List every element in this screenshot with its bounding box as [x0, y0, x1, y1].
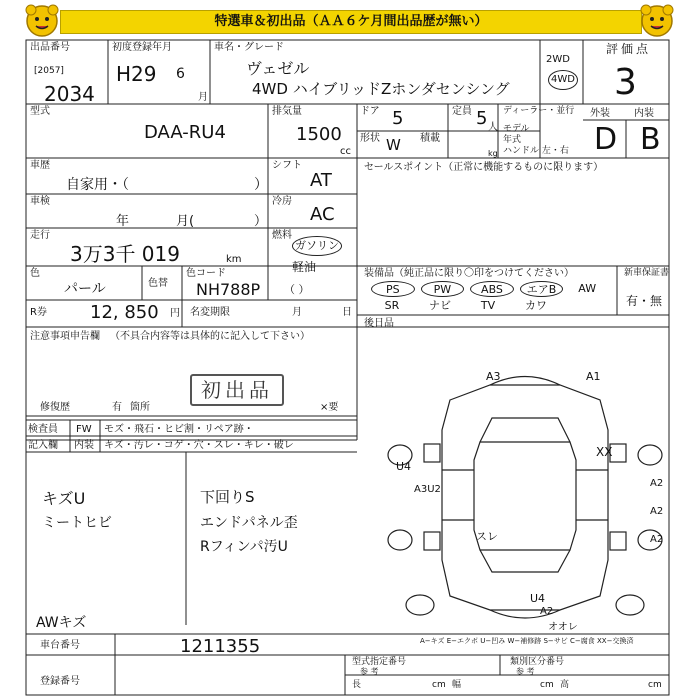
- equipment-item-row2-3: カワ: [525, 299, 547, 312]
- shift-label: シフト: [272, 160, 302, 171]
- shape-number-ref: 参 考: [360, 667, 379, 676]
- cooling-label: 冷房: [272, 196, 292, 207]
- height-label: 高: [560, 680, 570, 690]
- color-change-label: 色替: [148, 278, 168, 289]
- load-unit: kg: [488, 149, 498, 158]
- damage-mark-xx-right: XX: [596, 445, 613, 459]
- color-value: パール: [64, 281, 106, 297]
- shape-number-label: 型式指定番号: [352, 657, 407, 667]
- fuel-diesel: 軽油: [292, 260, 317, 274]
- recycle-unit: 円: [170, 308, 180, 319]
- repair-x-required: ×要: [320, 402, 339, 413]
- damage-mark-a1-top: A1: [586, 370, 601, 383]
- registration-month-unit: 月: [198, 92, 208, 103]
- damage-mark-a2-right-1: A2: [650, 478, 664, 489]
- lot-prefix: [2057]: [34, 66, 64, 76]
- repair-value: 有: [112, 402, 122, 413]
- drive-4wd-circled: 4WD: [548, 70, 578, 90]
- name-change-month: 月: [292, 307, 302, 318]
- damage-mark-u4-left: U4: [396, 460, 412, 473]
- note-left-2: ミートヒビ: [42, 515, 112, 531]
- history-label: 車歴: [30, 160, 50, 171]
- registration-label: 初度登録年月: [112, 42, 172, 53]
- equipment-item-row1-1: PW: [421, 281, 465, 297]
- length-label: 長: [352, 680, 362, 690]
- model-code-label: 型式: [30, 106, 50, 117]
- displacement-unit: cc: [340, 146, 351, 157]
- note-right-2: エンドパネル歪: [200, 515, 298, 531]
- mileage-value: 3万3千 019: [70, 242, 180, 266]
- warranty-label: 新車保証書: [624, 268, 670, 278]
- width-label: 幅: [452, 680, 462, 690]
- capacity-label: 定員: [452, 106, 472, 117]
- check-fw-items: モズ・飛石・ヒビ割・リペア跡・: [104, 424, 254, 435]
- rating-score: 3: [614, 62, 637, 103]
- inspection-year: 年: [116, 214, 130, 229]
- mileage-unit: km: [226, 254, 242, 265]
- damage-mark-a3-top: A3: [486, 370, 501, 383]
- equipment-item-row1-2: ABS: [470, 281, 514, 297]
- history-value: 自家用・（: [66, 177, 129, 193]
- warranty-value: 有・無: [626, 294, 663, 308]
- note-right-1: 下回りS: [200, 488, 255, 506]
- load-label: 積載: [420, 133, 440, 144]
- first-listing-stamp: 初出品: [190, 374, 284, 406]
- handle-label: ハンドル 左・右: [503, 146, 569, 156]
- check-interior-head: 内装: [74, 440, 94, 451]
- equipment-item-row1-3: エアB: [520, 281, 564, 297]
- damage-mark-a3u2-left: A3U2: [414, 484, 441, 495]
- damage-mark-broken-bottom: オオレ: [548, 622, 578, 633]
- model-grade: 4WD ハイブリッドZホンダセンシング: [252, 80, 510, 98]
- category-number-ref: 参 考: [516, 667, 535, 676]
- equipment-item-row1-4: AW: [578, 282, 597, 295]
- fuel-label: 燃料: [272, 230, 292, 241]
- dealer-label: ディーラー・並行: [503, 106, 575, 116]
- equipment-label: 装備品（純正品に限り〇印をつけてください）: [364, 268, 574, 279]
- interior-grade: B: [640, 122, 661, 157]
- mileage-label: 走行: [30, 230, 50, 241]
- equipment-item-row1-0: PS: [371, 281, 415, 297]
- doors-label: ドア: [360, 106, 380, 117]
- diagram-legend: A−キズ E−エクボ U−凹み W−補修跡 S−サビ C−腐食 XX−交換済: [420, 637, 634, 645]
- attention-sub: （不具合内容等は具体的に記入して下さい）: [110, 331, 310, 342]
- drive-2wd-label: 2WD: [546, 54, 570, 65]
- chassis-number: 1211355: [180, 636, 261, 657]
- check-label-2: 記入欄: [28, 440, 58, 451]
- note-right-3: Rフィンパ汚U: [200, 539, 288, 555]
- repair-label: 修復歴: [40, 402, 70, 413]
- history-close: ）: [254, 177, 268, 193]
- width-unit: cm: [540, 680, 554, 690]
- registration-month: 6: [176, 66, 185, 82]
- check-label: 検査員: [28, 424, 58, 435]
- sales-points-label: セールスポイント（正常に機能するものに限ります）: [364, 162, 604, 173]
- exterior-grade: D: [594, 122, 618, 157]
- car-damage-diagram: [380, 360, 669, 632]
- equipment-item-row2-0: SR: [384, 299, 400, 312]
- note-bottom: AWキズ: [36, 615, 87, 631]
- length-unit: cm: [432, 680, 446, 690]
- category-number-label: 類別区分番号: [510, 657, 565, 667]
- shift-value: AT: [310, 170, 332, 191]
- note-left-1: キズU: [42, 489, 86, 508]
- inspection-label: 車検: [30, 196, 50, 207]
- displacement-label: 排気量: [272, 106, 302, 117]
- rating-label: 評価点: [606, 42, 652, 56]
- model-name: ヴェゼル: [246, 59, 310, 78]
- capacity-unit: 人: [488, 122, 498, 133]
- model-year-label: モデル 年式: [503, 124, 530, 145]
- recycle-label: R券: [30, 307, 47, 318]
- plate-label: 登録番号: [40, 676, 80, 687]
- name-change-label: 名変期限: [190, 307, 230, 318]
- chassis-label: 車台番号: [40, 640, 80, 651]
- fuel-other: （ ）: [284, 283, 310, 296]
- color-label: 色: [30, 268, 40, 279]
- special-listing-banner: 特選車＆初出品（ＡＡ６ケ月間出品歴が無い）: [60, 10, 642, 34]
- repair-parts: 箇所: [130, 402, 150, 413]
- color-code-label: 色コード: [186, 268, 226, 279]
- interior-label: 内装: [634, 108, 654, 119]
- after-day-label: 後日品: [364, 318, 394, 329]
- damage-mark-a2-right-2: A2: [650, 506, 664, 517]
- fuel-gasoline-circled: ガソリン: [292, 236, 342, 256]
- cooling-value: AC: [310, 204, 335, 225]
- registration-year: H29: [116, 62, 157, 86]
- equipment-row-2: [368, 298, 608, 314]
- capacity-value: 5: [476, 108, 488, 129]
- equipment-item-row2-2: TV: [480, 299, 496, 312]
- exterior-label: 外装: [590, 108, 610, 119]
- equipment-item-row2-4: [560, 298, 608, 314]
- color-code: NH788P: [196, 280, 261, 299]
- model-code: DAA-RU4: [144, 122, 226, 143]
- shape-label: 形状: [360, 133, 380, 144]
- shape-value: W: [386, 136, 401, 154]
- recycle-value: 12, 850: [90, 302, 159, 323]
- lot-number: 2034: [44, 82, 95, 106]
- doors-value: 5: [392, 108, 404, 129]
- damage-mark-a2-right-3: A2: [650, 534, 664, 545]
- check-fw-head: FW: [76, 424, 92, 435]
- name-change-day: 日: [342, 307, 352, 318]
- inspection-month: 月(: [176, 214, 195, 229]
- attention-label: 注意事項申告欄: [30, 331, 100, 342]
- damage-mark-u4-bottom: U4: [530, 592, 546, 605]
- displacement-value: 1500: [296, 124, 342, 145]
- height-unit: cm: [648, 680, 662, 690]
- lot-label: 出品番号: [30, 42, 70, 53]
- equipment-item-row2-1: ナビ: [429, 299, 451, 312]
- check-interior-items: キズ・汚レ・コゲ・穴・スレ・キレ・破レ: [104, 440, 294, 451]
- inspection-close: ）: [254, 214, 268, 229]
- equipment-row-1: [368, 281, 608, 297]
- model-name-label: 車名・グレード: [214, 42, 284, 53]
- damage-mark-scratch-center: スレ: [476, 530, 498, 543]
- damage-mark-a2-bottom: A2: [540, 606, 554, 617]
